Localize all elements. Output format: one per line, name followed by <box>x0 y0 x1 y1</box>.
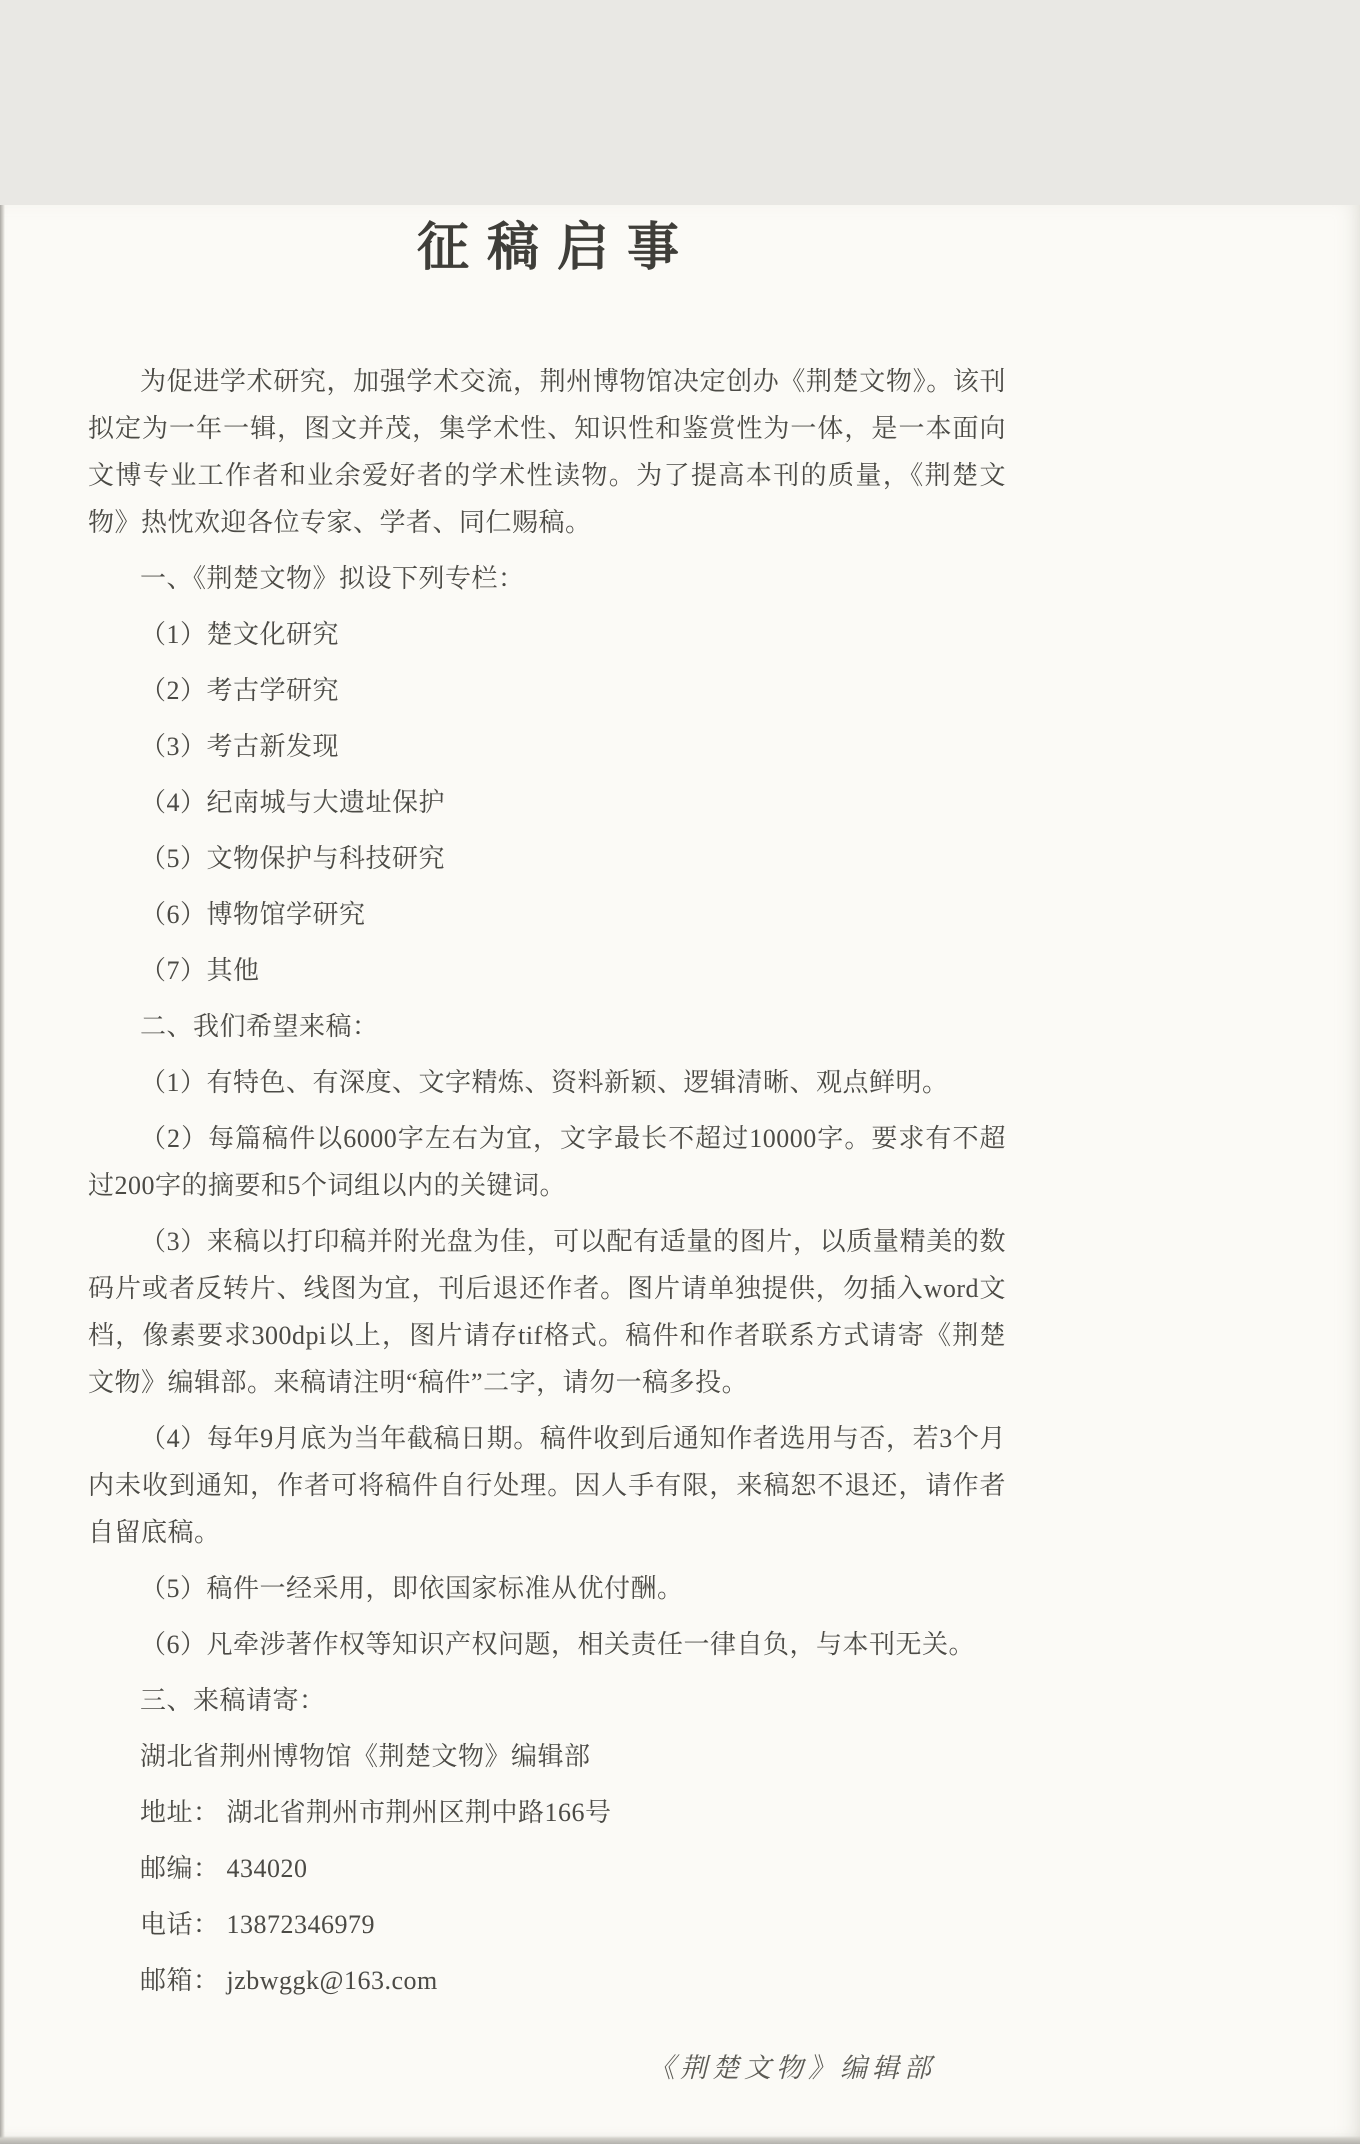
contact-unit-line: 湖北省荆州博物馆《荆楚文物》编辑部 <box>140 1742 591 1771</box>
submission-rule-1: （1）有特色、有深度、文字精炼、资料新颖、逻辑清晰、观点鲜明。 <box>140 1068 949 1097</box>
editorial-signature: 《荆楚文物》编辑部 <box>648 2053 936 2083</box>
scanned-document-page <box>0 205 1360 2144</box>
scan-edge-bottom <box>0 2136 1360 2144</box>
contact-email-line: 邮箱： jzbwggk@163.com <box>140 1966 438 1995</box>
submission-rule-5: （5）稿件一经采用，即依国家标准从优付酬。 <box>140 1574 684 1603</box>
contact-postcode-line: 邮编： 434020 <box>140 1854 308 1883</box>
contact-address-line: 地址： 湖北省荆州市荆州区荆中路166号 <box>140 1798 612 1827</box>
submission-rule-3: （3）来稿以打印稿并附光盘为佳，可以配有适量的图片，以质量精美的数码片或者反转片、线图为宜，刊后退还作者。图片请单独提供，勿插入word文档，像素要求300dpi以上，图片请存tif格式。稿件和作者联系方式请寄《荆楚文物》编辑部。来稿请注明“稿件”二字，请勿一稿多投。 <box>88 1227 1006 1397</box>
column-item-1: （1）楚文化研究 <box>140 620 340 649</box>
column-item-3: （3）考古新发现 <box>140 732 340 761</box>
section-2-heading: 二、我们希望来稿： <box>140 1012 379 1041</box>
page-title: 征稿启事 <box>416 220 697 277</box>
scan-edge-left <box>0 205 5 2144</box>
intro-paragraph: 为促进学术研究，加强学术交流，荆州博物馆决定创办《荆楚文物》。该刊拟定为一年一辑，图文并茂，集学术性、知识性和鉴赏性为一体，是一本面向文博专业工作者和业余爱好者的学术性读物。为了提高本刊的质量，《荆楚文物》热忱欢迎各位专家、学者、同仁赐稿。 <box>88 367 1006 537</box>
section-3-heading: 三、来稿请寄： <box>140 1686 326 1715</box>
column-item-5: （5）文物保护与科技研究 <box>140 844 446 873</box>
column-item-2: （2）考古学研究 <box>140 676 340 705</box>
section-1-heading: 一、《荆楚文物》拟设下列专栏： <box>140 564 525 593</box>
column-item-7: （7）其他 <box>140 956 260 985</box>
column-item-6: （6）博物馆学研究 <box>140 900 366 929</box>
submission-rule-4: （4）每年9月底为当年截稿日期。稿件收到后通知作者选用与否，若3个月内未收到通知，作者可将稿件自行处理。因人手有限，来稿恕不退还，请作者自留底稿。 <box>88 1424 1006 1547</box>
submission-rule-6: （6）凡牵涉著作权等知识产权问题，相关责任一律自负，与本刊无关。 <box>140 1630 976 1659</box>
column-item-4: （4）纪南城与大遗址保护 <box>140 788 446 817</box>
document-body <box>88 358 1006 2085</box>
contact-phone-line: 电话： 13872346979 <box>140 1910 376 1939</box>
submission-rule-2: （2）每篇稿件以6000字左右为宜，文字最长不超过10000字。要求有不超过200字的摘要和5个词组以内的关键词。 <box>88 1124 1006 1200</box>
